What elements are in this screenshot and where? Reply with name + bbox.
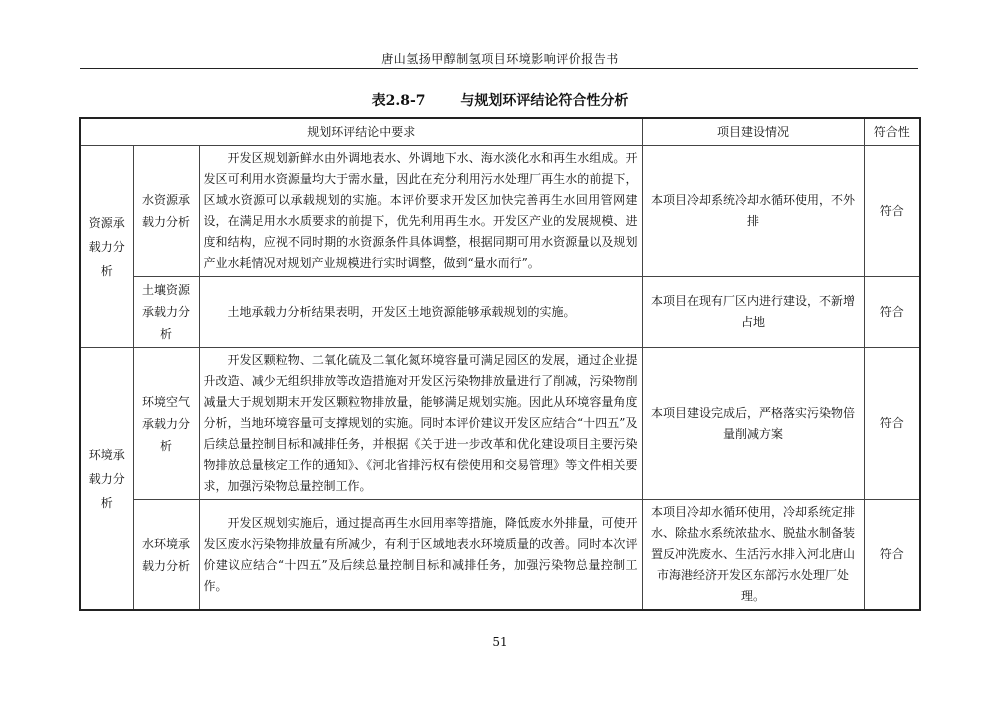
table-header-row bbox=[80, 118, 920, 146]
col-header-project: 项目建设情况 bbox=[642, 118, 864, 146]
compliance-cell: 符合 bbox=[864, 277, 920, 348]
compliance-cell: 符合 bbox=[864, 500, 920, 611]
project-cell: 本项目建设完成后，严格落实污染物倍量削减方案 bbox=[642, 348, 864, 500]
category-cell: 环境承载力分析 bbox=[80, 348, 133, 611]
table-title: 与规划环评结论符合性分析 bbox=[460, 93, 629, 109]
table-row bbox=[80, 500, 920, 611]
table-row bbox=[80, 348, 920, 500]
table-row bbox=[80, 277, 920, 348]
requirement-cell: 开发区规划实施后，通过提高再生水回用率等措施，降低废水外排量，可使开发区废水污染物排放量有所减少，有利于区域地表水环境质量的改善。同时本次评价建议应结合“十四五”及后续总量控制目标和减排任务，加强污染物总量控制工作。 bbox=[199, 500, 642, 611]
compliance-cell: 符合 bbox=[864, 348, 920, 500]
compliance-table bbox=[79, 117, 921, 611]
requirement-cell: 开发区规划新鲜水由外调地表水、外调地下水、海水淡化水和再生水组成。开发区可利用水资源量均大于需水量，因此在充分利用污水处理厂再生水的前提下，区域水资源可以承载规划的实施。本评价要求开发区加快完善再生水回用管网建设，在满足用水水质要求的前提下，优先利用再生水。开发区产业的发展规模、进度和结构，应视不同时期的水资源条件具体调整，根据同期可用水资源量以及规划产业水耗情况对规划产业规模进行实时调整，做到“量水而行”。 bbox=[199, 146, 642, 277]
running-header: 唐山氢扬甲醇制氢项目环境影响评价报告书 bbox=[381, 52, 619, 66]
col-header-compliance: 符合性 bbox=[864, 118, 920, 146]
table-number: 表2.8-7 bbox=[371, 93, 426, 109]
category-cell: 资源承载力分析 bbox=[80, 146, 133, 348]
col-header-requirement: 规划环评结论中要求 bbox=[80, 118, 642, 146]
project-cell: 本项目在现有厂区内进行建设，不新增占地 bbox=[642, 277, 864, 348]
page-number: 51 bbox=[492, 635, 508, 649]
requirement-cell: 土地承载力分析结果表明，开发区土地资源能够承载规划的实施。 bbox=[199, 277, 642, 348]
subcategory-cell: 环境空气承载力分析 bbox=[133, 348, 199, 500]
subcategory-cell: 水环境承载力分析 bbox=[133, 500, 199, 611]
table-row bbox=[80, 146, 920, 277]
subcategory-cell: 水资源承载力分析 bbox=[133, 146, 199, 277]
compliance-cell: 符合 bbox=[864, 146, 920, 277]
header-rule bbox=[80, 68, 918, 69]
project-cell: 本项目冷却系统冷却水循环使用，不外排 bbox=[642, 146, 864, 277]
project-cell: 本项目冷却水循环使用，冷却系统定排水、除盐水系统浓盐水、脱盐水制备装置反冲洗废水、生活污水排入河北唐山市海港经济开发区东部污水处理厂处理。 bbox=[642, 500, 864, 611]
subcategory-cell: 土壤资源承载力分析 bbox=[133, 277, 199, 348]
requirement-cell: 开发区颗粒物、二氧化硫及二氧化氮环境容量可满足园区的发展，通过企业提升改造、减少无组织排放等改造措施对开发区污染物排放量进行了削减，污染物削减量大于规划期末开发区颗粒物排放量，能够满足规划实施。因此从环境容量角度分析，当地环境容量可支撑规划的实施。同时本评价建议开发区应结合“十四五”及后续总量控制目标和减排任务，并根据《关于进一步改革和优化建设项目主要污染物排放总量核定工作的通知》、《河北省排污权有偿使用和交易管理》等文件相关要求，加强污染物总量控制工作。 bbox=[199, 348, 642, 500]
table-caption bbox=[80, 90, 920, 110]
